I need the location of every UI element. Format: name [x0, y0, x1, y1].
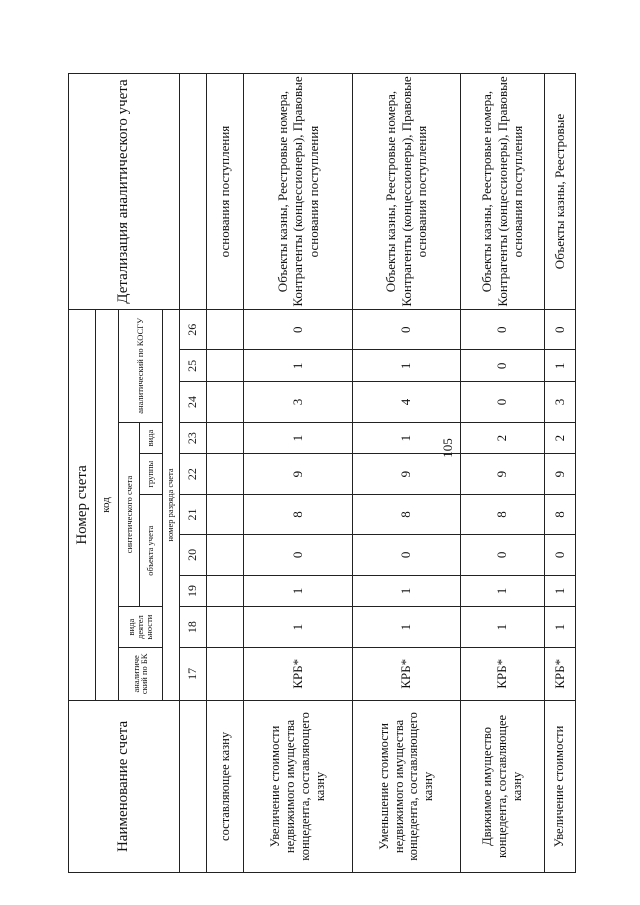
code-digit-cell: 4: [352, 382, 460, 422]
digit-20: 20: [179, 535, 206, 575]
code-digit-cell: [206, 607, 244, 647]
code-digit-cell: 1: [461, 575, 544, 607]
code-digit-cell: 1: [352, 422, 460, 454]
digit-18: 18: [179, 607, 206, 647]
header-detail: Детализация аналитического учета: [69, 74, 180, 310]
table-row: [352, 74, 460, 873]
code-digit-cell: 0: [544, 535, 575, 575]
code-digit-cell: 9: [544, 454, 575, 494]
analytic-bk-cell: [206, 647, 244, 700]
digit-22: 22: [179, 454, 206, 494]
code-digit-cell: 1: [544, 350, 575, 382]
table-row: [244, 74, 352, 873]
code-digit-cell: 0: [461, 382, 544, 422]
code-digit-cell: 9: [461, 454, 544, 494]
empty-cell: [179, 700, 206, 872]
account-name-cell: Уменьшение стоимости недвижимого имущества концедента, составляющего казну: [352, 700, 460, 872]
code-digit-cell: 0: [461, 350, 544, 382]
header-activity-type: вида деятел ьности: [119, 607, 163, 647]
code-digit-cell: 1: [244, 422, 352, 454]
code-digit-cell: [206, 535, 244, 575]
detail-cell: основания поступления: [206, 74, 244, 310]
detail-cell: Объекты казны, Реестровые номера, Контрагенты (концессионеры), Правовые основания поступления: [352, 74, 460, 310]
code-digit-cell: 1: [544, 575, 575, 607]
code-digit-cell: [206, 494, 244, 534]
analytic-bk-cell: КРБ*: [244, 647, 352, 700]
account-name-cell: Увеличение стоимости недвижимого имущества концедента, составляющего казну: [244, 700, 352, 872]
digit-25: 25: [179, 350, 206, 382]
digit-17: 17: [179, 647, 206, 700]
digit-row: [179, 74, 206, 873]
digit-24: 24: [179, 382, 206, 422]
code-digit-cell: 3: [244, 382, 352, 422]
code-digit-cell: 8: [352, 494, 460, 534]
code-digit-cell: 0: [461, 310, 544, 350]
digit-26: 26: [179, 310, 206, 350]
code-digit-cell: 1: [461, 607, 544, 647]
code-digit-cell: 2: [461, 422, 544, 454]
code-digit-cell: [206, 422, 244, 454]
code-digit-cell: 2: [544, 422, 575, 454]
code-digit-cell: 1: [244, 607, 352, 647]
page-number: 105: [439, 438, 455, 458]
header-group: группы: [139, 454, 162, 494]
code-digit-cell: 1: [244, 575, 352, 607]
header-digit-number: номер разряда счета: [162, 310, 179, 701]
table-row: [544, 74, 575, 873]
code-digit-cell: [206, 382, 244, 422]
account-name-cell: составляющее казну: [206, 700, 244, 872]
code-digit-cell: 8: [244, 494, 352, 534]
code-digit-cell: 1: [352, 607, 460, 647]
empty-cell: [179, 74, 206, 310]
header-analytic-kosgu: аналитический по КОСГУ: [119, 310, 163, 423]
account-register-table: [68, 73, 576, 873]
code-digit-cell: 9: [244, 454, 352, 494]
account-name-cell: Увеличение стоимости: [544, 700, 575, 872]
table-row: [206, 74, 244, 873]
detail-cell: Объекты казны, Реестровые номера, Контрагенты (концессионеры), Правовые основания поступления: [244, 74, 352, 310]
analytic-bk-cell: КРБ*: [544, 647, 575, 700]
code-digit-cell: [206, 454, 244, 494]
code-digit-cell: 8: [544, 494, 575, 534]
header-account-number: Номер счета: [69, 310, 96, 701]
code-digit-cell: 1: [244, 350, 352, 382]
header-name: Наименование счета: [69, 700, 180, 872]
table-row: [461, 74, 544, 873]
code-digit-cell: 0: [244, 310, 352, 350]
digit-23: 23: [179, 422, 206, 454]
code-digit-cell: [206, 350, 244, 382]
header-kind: вида: [139, 422, 162, 454]
code-digit-cell: 9: [352, 454, 460, 494]
code-digit-cell: 0: [244, 535, 352, 575]
detail-cell: Объекты казны, Реестровые: [544, 74, 575, 310]
code-digit-cell: 1: [352, 575, 460, 607]
analytic-bk-cell: КРБ*: [461, 647, 544, 700]
code-digit-cell: 0: [352, 310, 460, 350]
header-code: код: [96, 310, 119, 701]
code-digit-cell: 1: [352, 350, 460, 382]
digit-19: 19: [179, 575, 206, 607]
code-digit-cell: [206, 310, 244, 350]
register-table-wrapper: [68, 73, 576, 873]
account-name-cell: Движимое имущество концедента, составляющее казну: [461, 700, 544, 872]
code-digit-cell: 0: [544, 310, 575, 350]
code-digit-cell: 1: [544, 607, 575, 647]
analytic-bk-cell: КРБ*: [352, 647, 460, 700]
header-analytic-bk: аналитиче ский по БК: [119, 647, 163, 700]
header-synthetic: синтетического счета: [119, 422, 140, 607]
code-digit-cell: 0: [461, 535, 544, 575]
code-digit-cell: 3: [544, 382, 575, 422]
code-digit-cell: 8: [461, 494, 544, 534]
header-object: объекта учета: [139, 494, 162, 607]
code-digit-cell: 0: [352, 535, 460, 575]
code-digit-cell: [206, 575, 244, 607]
detail-cell: Объекты казны, Реестровые номера, Контрагенты (концессионеры), Правовые основания поступления: [461, 74, 544, 310]
digit-21: 21: [179, 494, 206, 534]
